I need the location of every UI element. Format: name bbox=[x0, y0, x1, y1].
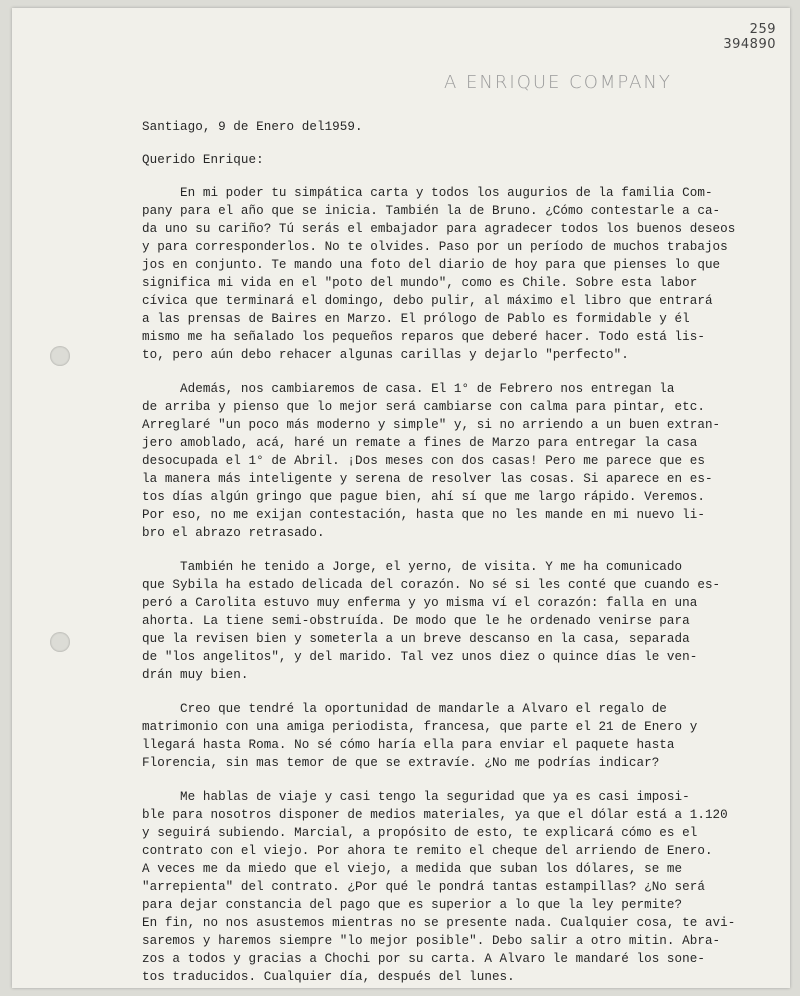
text-line: Arreglaré "un poco más moderno y simple" y, si no arriendo a un buen extran- bbox=[142, 418, 721, 432]
punch-hole bbox=[50, 346, 70, 366]
letter-greeting: Querido Enrique: bbox=[142, 153, 264, 167]
text-line: "arrepienta" del contrato. ¿Por qué le pondrá tantas estampillas? ¿No será bbox=[142, 880, 705, 894]
text-line: bro el abrazo retrasado. bbox=[142, 526, 325, 540]
text-line: y para corresponderlos. No te olvides. Paso por un período de muchos trabajos bbox=[142, 240, 728, 254]
letter-paragraphs bbox=[142, 184, 782, 986]
text-line: peró a Carolita estuvo muy enferma y yo misma ví el corazón: falla en una bbox=[142, 596, 698, 610]
text-line: de arriba y pienso que lo mejor será cambiarse con calma para pintar, etc. bbox=[142, 400, 705, 414]
text-line: significa mi vida en el "poto del mundo", como es Chile. Sobre esta labor bbox=[142, 276, 698, 290]
text-line: También he tenido a Jorge, el yerno, de visita. Y me ha comunicado bbox=[142, 560, 683, 574]
text-line: mismo me ha señalado los pequeños reparos que deberé hacer. Todo está lis- bbox=[142, 330, 705, 344]
text-line: saremos y haremos siempre "lo mejor posible". Debo salir a otro mitin. Abra- bbox=[142, 934, 721, 948]
text-line: jos en conjunto. Te mando una foto del diario de hoy para que pienses lo que bbox=[142, 258, 721, 272]
text-line: da uno su cariño? Tú serás el embajador para agradecer todos los buenos deseos bbox=[142, 222, 736, 236]
text-line: ble para nosotros disponer de medios materiales, ya que el dólar está a 1.120 bbox=[142, 808, 728, 822]
text-line: que Sybila ha estado delicada del corazón. No sé si les conté que cuando es- bbox=[142, 578, 721, 592]
letter-paragraph bbox=[142, 788, 782, 986]
letter-paragraph bbox=[142, 700, 782, 772]
text-line: contrato con el viejo. Por ahora te remito el cheque del arriendo de Enero. bbox=[142, 844, 713, 858]
recipient-note: A ENRIQUE COMPANY bbox=[444, 72, 672, 93]
text-line: jero amoblado, acá, haré un remate a fines de Marzo para entregar la casa bbox=[142, 436, 698, 450]
punch-hole bbox=[50, 632, 70, 652]
letter-paragraph bbox=[142, 380, 782, 542]
letter-page bbox=[12, 8, 790, 988]
text-line: En mi poder tu simpática carta y todos los augurios de la familia Com- bbox=[142, 186, 713, 200]
text-line: llegará hasta Roma. No sé cómo haría ella para enviar el paquete hasta bbox=[142, 738, 675, 752]
text-line: Creo que tendré la oportunidad de mandarle a Alvaro el regalo de bbox=[142, 702, 667, 716]
text-line: tos traducidos. Cualquier día, después del lunes. bbox=[142, 970, 515, 984]
letter-body bbox=[142, 118, 782, 986]
text-line: Me hablas de viaje y casi tengo la seguridad que ya es casi imposi- bbox=[142, 790, 690, 804]
letter-date: Santiago, 9 de Enero del1959. bbox=[142, 120, 363, 134]
text-line: A veces me da miedo que el viejo, a medida que suban los dólares, se me bbox=[142, 862, 683, 876]
text-line: para dejar constancia del pago que es superior a lo que la ley permite? bbox=[142, 898, 683, 912]
text-line: Florencia, sin mas temor de que se extravíe. ¿No me podrías indicar? bbox=[142, 756, 660, 770]
text-line: a las prensas de Baires en Marzo. El prólogo de Pablo es formidable y él bbox=[142, 312, 690, 326]
archive-number: 259 bbox=[749, 22, 776, 37]
text-line: pany para el año que se inicia. También la de Bruno. ¿Cómo contestarle a ca- bbox=[142, 204, 721, 218]
archive-code: 394890 bbox=[723, 37, 776, 52]
text-line: la manera más inteligente y serena de resolver las cosas. Si aparece en es- bbox=[142, 472, 713, 486]
archive-reference bbox=[723, 22, 776, 52]
text-line: de "los angelitos", y del marido. Tal vez unos diez o quince días le ven- bbox=[142, 650, 698, 664]
letter-paragraph bbox=[142, 558, 782, 684]
text-line: Además, nos cambiaremos de casa. El 1° de Febrero nos entregan la bbox=[142, 382, 675, 396]
text-line: zos a todos y gracias a Chochi por su carta. A Alvaro le mandaré los sone- bbox=[142, 952, 705, 966]
letter-paragraph bbox=[142, 184, 782, 364]
text-line: que la revisen bien y someterla a un breve descanso en la casa, separada bbox=[142, 632, 690, 646]
text-line: y seguirá subiendo. Marcial, a propósito de esto, te explicará cómo es el bbox=[142, 826, 698, 840]
text-line: En fin, no nos asustemos mientras no se presente nada. Cualquier cosa, te avi- bbox=[142, 916, 736, 930]
text-line: matrimonio con una amiga periodista, francesa, que parte el 21 de Enero y bbox=[142, 720, 698, 734]
text-line: tos días algún gringo que pague bien, ahí sí que me largo rápido. Veremos. bbox=[142, 490, 705, 504]
text-line: Por eso, no me exijan contestación, hasta que no les mande en mi nuevo li- bbox=[142, 508, 705, 522]
text-line: cívica que terminará el domingo, debo pulir, al máximo el libro que entrará bbox=[142, 294, 713, 308]
text-line: desocupada el 1° de Abril. ¡Dos meses con dos casas! Pero me parece que es bbox=[142, 454, 705, 468]
text-line: to, pero aún debo rehacer algunas carillas y dejarlo "perfecto". bbox=[142, 348, 629, 362]
text-line: drán muy bien. bbox=[142, 668, 249, 682]
text-line: ahorta. La tiene semi-obstruída. De modo que le he ordenado venirse para bbox=[142, 614, 690, 628]
